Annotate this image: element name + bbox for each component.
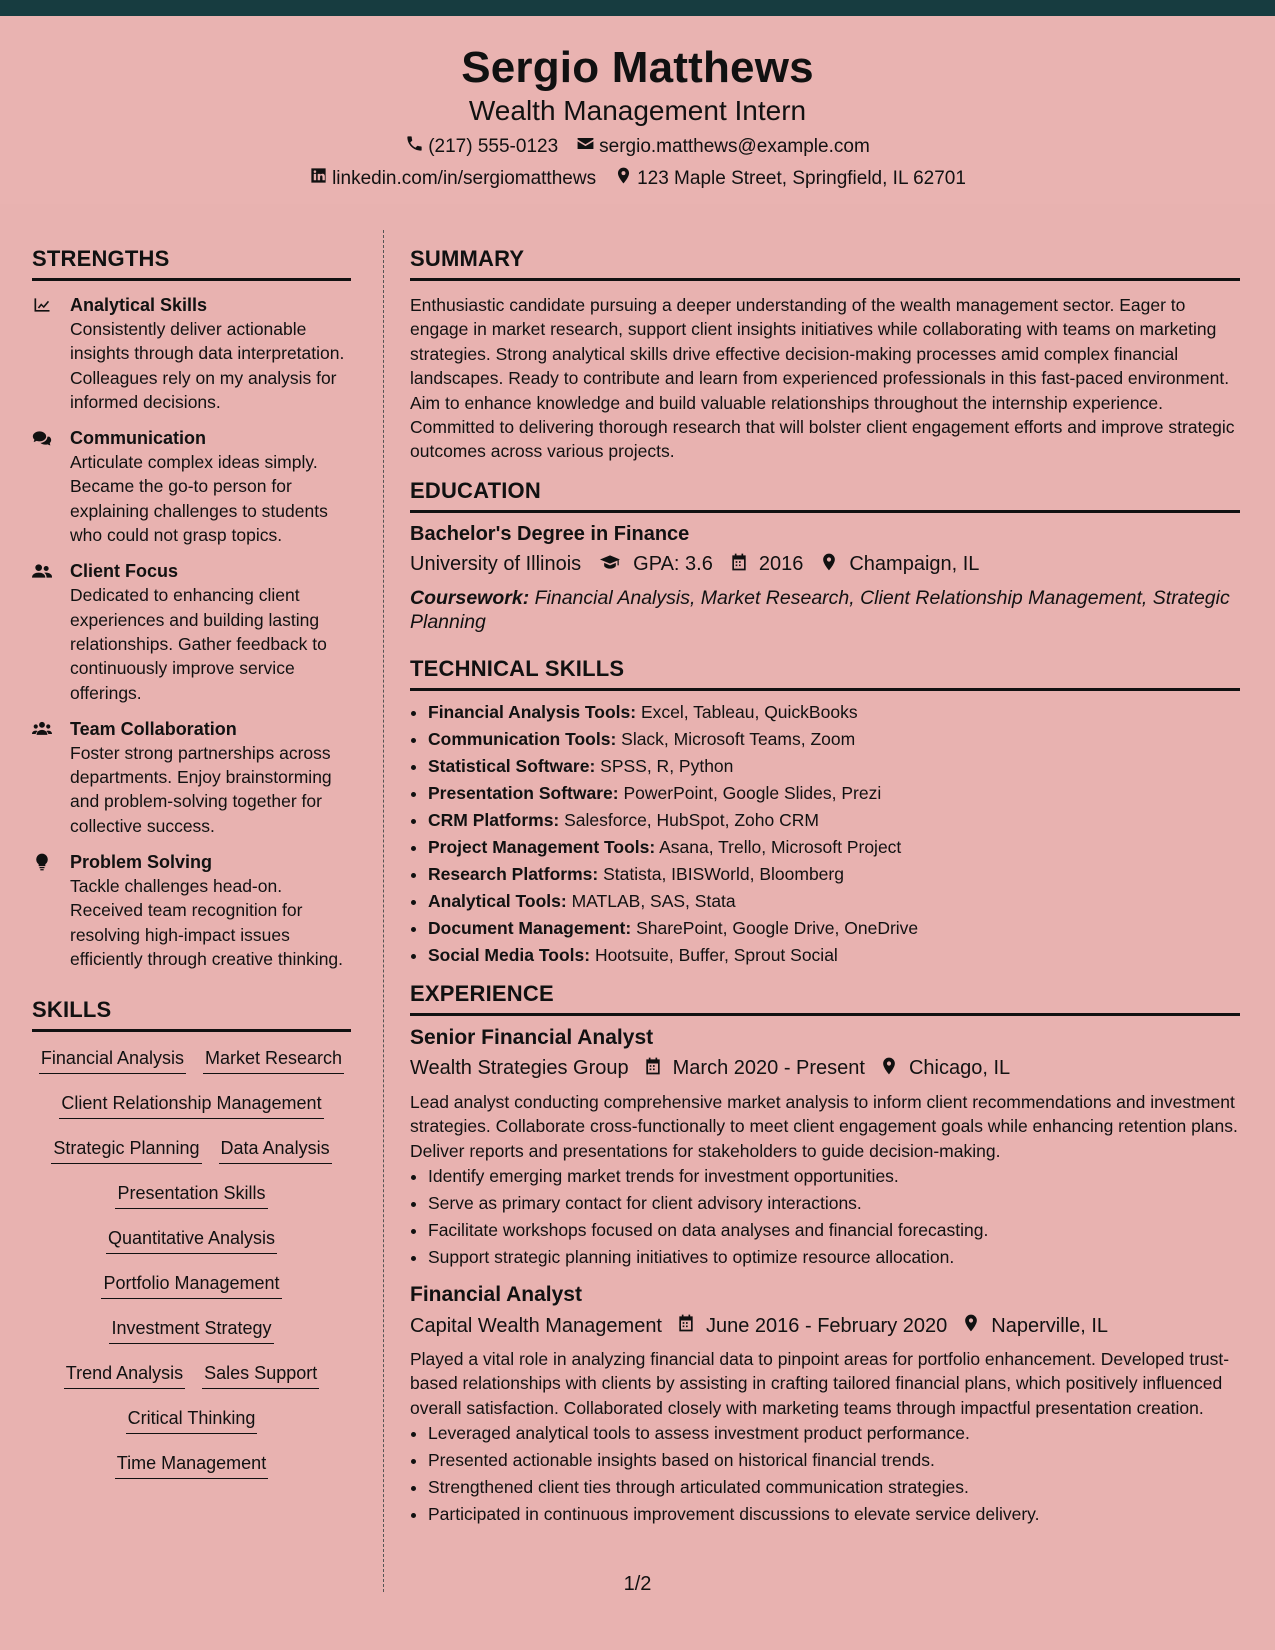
skill-tag: Investment Strategy [109, 1316, 273, 1344]
strength-desc: Consistently deliver actionable insights through data interpretation. Colleagues rely on my analysis for informed decisions. [70, 319, 345, 412]
calendar-icon [729, 552, 749, 578]
job-dates: June 2016 - February 2020 [706, 1314, 948, 1337]
list-item: • Strengthened client ties through articulated communication strategies. [428, 1474, 1240, 1501]
skills-heading: SKILLS [32, 997, 351, 1032]
school-name: University of Illinois [410, 553, 582, 576]
list-item: • Leveraged analytical tools to assess investment product performance. [428, 1420, 1240, 1447]
job-title: Senior Financial Analyst [410, 1025, 654, 1049]
gpa-text: GPA: 3.6 [633, 553, 713, 576]
map-marker-icon [819, 552, 839, 578]
contact-linkedin[interactable] [309, 166, 596, 191]
summary-heading: SUMMARY [410, 246, 1240, 281]
strength-item [32, 559, 351, 704]
technical-skills-heading: TECHNICAL SKILLS [410, 656, 1240, 691]
phone-text: (217) 555-0123 [428, 135, 559, 157]
strength-item [32, 293, 351, 414]
strength-desc: Dedicated to enhancing client experiences and building lasting relationships. Gather feedback to continuously improve service offerings. [70, 585, 327, 703]
coursework-list: Financial Analysis, Market Research, Client Relationship Management, Strategic Planning [410, 586, 1230, 633]
list-item [428, 888, 1240, 915]
left-column [32, 246, 351, 1496]
skill-tag: Strategic Planning [51, 1136, 201, 1164]
list-item [428, 861, 1240, 888]
tech-skill-value: SPSS, R, Python [595, 755, 734, 776]
strength-desc: Foster strong partnerships across departments. Enjoy brainstorming and problem-solving together for collective success. [70, 742, 332, 836]
calendar-icon [643, 1056, 663, 1082]
strength-item [32, 426, 351, 547]
skill-tag: Sales Support [202, 1361, 319, 1389]
school-location: Champaign, IL [849, 553, 980, 576]
envelope-icon [576, 134, 595, 159]
right-column [410, 246, 1240, 1528]
tech-skill-label: Communication Tools: [428, 728, 617, 749]
job-title: Financial Analyst [410, 1283, 582, 1307]
graduation-year: 2016 [758, 553, 804, 576]
education-heading: EDUCATION [410, 478, 1240, 513]
strength-title: Analytical Skills [70, 295, 208, 315]
job-meta [410, 1313, 1240, 1339]
technical-skills-list [410, 699, 1240, 969]
list-item [428, 699, 1240, 726]
job-location: Naperville, IL [991, 1314, 1108, 1337]
tech-skill-value: Excel, Tableau, QuickBooks [636, 701, 858, 722]
tech-skill-value: Statista, IBISWorld, Bloomberg [598, 863, 844, 884]
skill-tag: Market Research [203, 1046, 344, 1074]
tech-skill-value: Hootsuite, Buffer, Sprout Social [590, 944, 838, 965]
skill-tag: Presentation Skills [115, 1181, 267, 1209]
strength-desc: Articulate complex ideas simply. Became the go-to person for explaining challenges to students who could not grasp topics. [70, 452, 328, 546]
users-icon [32, 717, 70, 838]
skill-tag: Portfolio Management [101, 1271, 281, 1299]
contact-email[interactable] [576, 134, 870, 159]
tech-skill-value: MATLAB, SAS, Stata [566, 890, 736, 911]
top-accent-bar [0, 0, 1275, 16]
calendar-icon [676, 1313, 696, 1339]
list-item: • Support strategic planning initiatives to optimize resource allocation. [428, 1244, 1240, 1271]
skills-row [32, 1406, 351, 1451]
strength-desc: Tackle challenges head-on. Received team recognition for resolving high-impact issues efficiently through creative thinking. [70, 876, 344, 969]
lightbulb-icon [32, 850, 70, 971]
map-marker-icon [961, 1313, 981, 1339]
strength-title: Client Focus [70, 561, 179, 582]
linkedin-text[interactable]: linkedin.com/in/sergiomatthews [332, 167, 597, 189]
contact-address [614, 166, 966, 191]
list-item: • Facilitate workshops focused on data analyses and financial forecasting. [428, 1217, 1240, 1244]
skill-tag: Critical Thinking [126, 1406, 258, 1434]
list-item [428, 753, 1240, 780]
list-item: • Presented actionable insights based on historical financial trends. [428, 1447, 1240, 1474]
education-meta [410, 552, 1240, 578]
tech-skill-value: PowerPoint, Google Slides, Prezi [618, 782, 882, 803]
tech-skill-label: Financial Analysis Tools: [428, 701, 637, 722]
skill-tag: Time Management [115, 1451, 268, 1479]
contact-phone [405, 134, 558, 159]
map-marker-icon [614, 166, 633, 191]
skills-row [32, 1046, 351, 1091]
company-name: Wealth Strategies Group [410, 1057, 629, 1080]
job-description: Played a vital role in analyzing financial data to pinpoint areas for portfolio enhancement. Developed trust-based relationships with clients by assisting in crafting tailored financial plans, which positively influenced overall satisfaction. Collaborated closely with marketing teams through impactful presentation creation. [410, 1349, 1230, 1418]
list-item [428, 834, 1240, 861]
coursework-label: Coursework: [410, 586, 530, 609]
job-location: Chicago, IL [908, 1057, 1011, 1080]
page-number: 1/2 [623, 1573, 652, 1595]
experience-heading: EXPERIENCE [410, 981, 1240, 1016]
job-dates: March 2020 - Present [672, 1057, 865, 1080]
strength-title: Communication [70, 428, 207, 449]
column-divider [383, 230, 384, 1592]
list-item [428, 780, 1240, 807]
list-item [428, 807, 1240, 834]
job-meta [410, 1056, 1240, 1082]
tech-skill-value: Slack, Microsoft Teams, Zoom [616, 728, 856, 749]
tech-skill-label: Statistical Software: [428, 755, 596, 776]
user-friends-icon [32, 559, 70, 704]
email-text[interactable]: sergio.matthews@example.com [599, 135, 870, 157]
tech-skill-value: Salesforce, HubSpot, Zoho CRM [559, 809, 819, 830]
tech-skill-label: CRM Platforms: [428, 809, 560, 830]
skill-tag: Quantitative Analysis [106, 1226, 277, 1254]
job-entry [410, 1026, 1240, 1271]
skills-row [32, 1091, 351, 1136]
tech-skill-label: Project Management Tools: [428, 836, 656, 857]
job-entry [410, 1283, 1240, 1528]
summary-text: Enthusiastic candidate pursuing a deeper understanding of the wealth management sector. Eager to engage in market research, support client insights initiatives while collaborating with teams on marketing strategies. Strong analytical skills drive effective decision-making processes amid complex financial landscapes. Ready to contribute and learn from experienced professionals in this fast-paced environment. Aim to enhance knowledge and build valuable relationships throughout the internship experience. Committed to delivering thorough research that will bolster client engagement efforts and improve strategic outcomes across various projects. [410, 295, 1235, 462]
skill-tag: Client Relationship Management [59, 1091, 323, 1119]
list-item: • Serve as primary contact for client advisory interactions. [428, 1190, 1240, 1217]
candidate-title: Wealth Management Intern [468, 95, 807, 126]
skill-tag: Data Analysis [219, 1136, 332, 1164]
strength-item [32, 717, 351, 838]
tech-skill-label: Research Platforms: [428, 863, 599, 884]
strength-item [32, 850, 351, 971]
list-item [428, 942, 1240, 969]
skills-row [32, 1226, 351, 1271]
skills-row [32, 1181, 351, 1226]
skills-row [32, 1316, 351, 1361]
tech-skill-value: Asana, Trello, Microsoft Project [655, 836, 902, 857]
skill-tag: Financial Analysis [39, 1046, 186, 1074]
phone-icon [405, 134, 424, 159]
resume-header [0, 16, 1275, 204]
company-name: Capital Wealth Management [410, 1314, 662, 1337]
linkedin-icon [309, 166, 328, 191]
map-marker-icon [879, 1056, 899, 1082]
chart-line-icon [32, 293, 70, 414]
job-bullets [410, 1163, 1240, 1271]
list-item [428, 915, 1240, 942]
address-text: 123 Maple Street, Springfield, IL 62701 [637, 167, 966, 189]
tech-skill-label: Social Media Tools: [428, 944, 591, 965]
degree-title: Bachelor's Degree in Finance [410, 522, 690, 545]
tech-skill-value: SharePoint, Google Drive, OneDrive [631, 917, 919, 938]
skills-row [32, 1451, 351, 1496]
strengths-heading: STRENGTHS [32, 246, 351, 281]
list-item: • Participated in continuous improvement discussions to elevate service delivery. [428, 1501, 1240, 1528]
skills-row [32, 1361, 351, 1406]
tech-skill-label: Analytical Tools: [428, 890, 567, 911]
comments-icon [32, 426, 70, 547]
job-bullets [410, 1420, 1240, 1528]
coursework [410, 586, 1240, 634]
contact-row-2 [0, 166, 1275, 191]
contact-row-1 [0, 134, 1275, 159]
list-item: • Identify emerging market trends for investment opportunities. [428, 1163, 1240, 1190]
strength-title: Team Collaboration [70, 718, 237, 739]
job-description: Lead analyst conducting comprehensive market analysis to inform client recommendations and investment strategies. Collaborate cross-functionally to meet client engagement goals while enhancing retention plans. Deliver reports and presentations for stakeholders to guide decision-making. [410, 1091, 1238, 1161]
tech-skill-label: Document Management: [428, 917, 632, 938]
tech-skill-label: Presentation Software: [428, 782, 619, 803]
candidate-name: Sergio Matthews [461, 43, 814, 92]
strength-title: Problem Solving [70, 852, 213, 873]
skills-row [32, 1271, 351, 1316]
list-item [428, 726, 1240, 753]
skills-row [32, 1136, 351, 1181]
graduation-cap-icon [597, 552, 623, 578]
skills-list [32, 1046, 351, 1496]
skill-tag: Trend Analysis [64, 1361, 185, 1389]
